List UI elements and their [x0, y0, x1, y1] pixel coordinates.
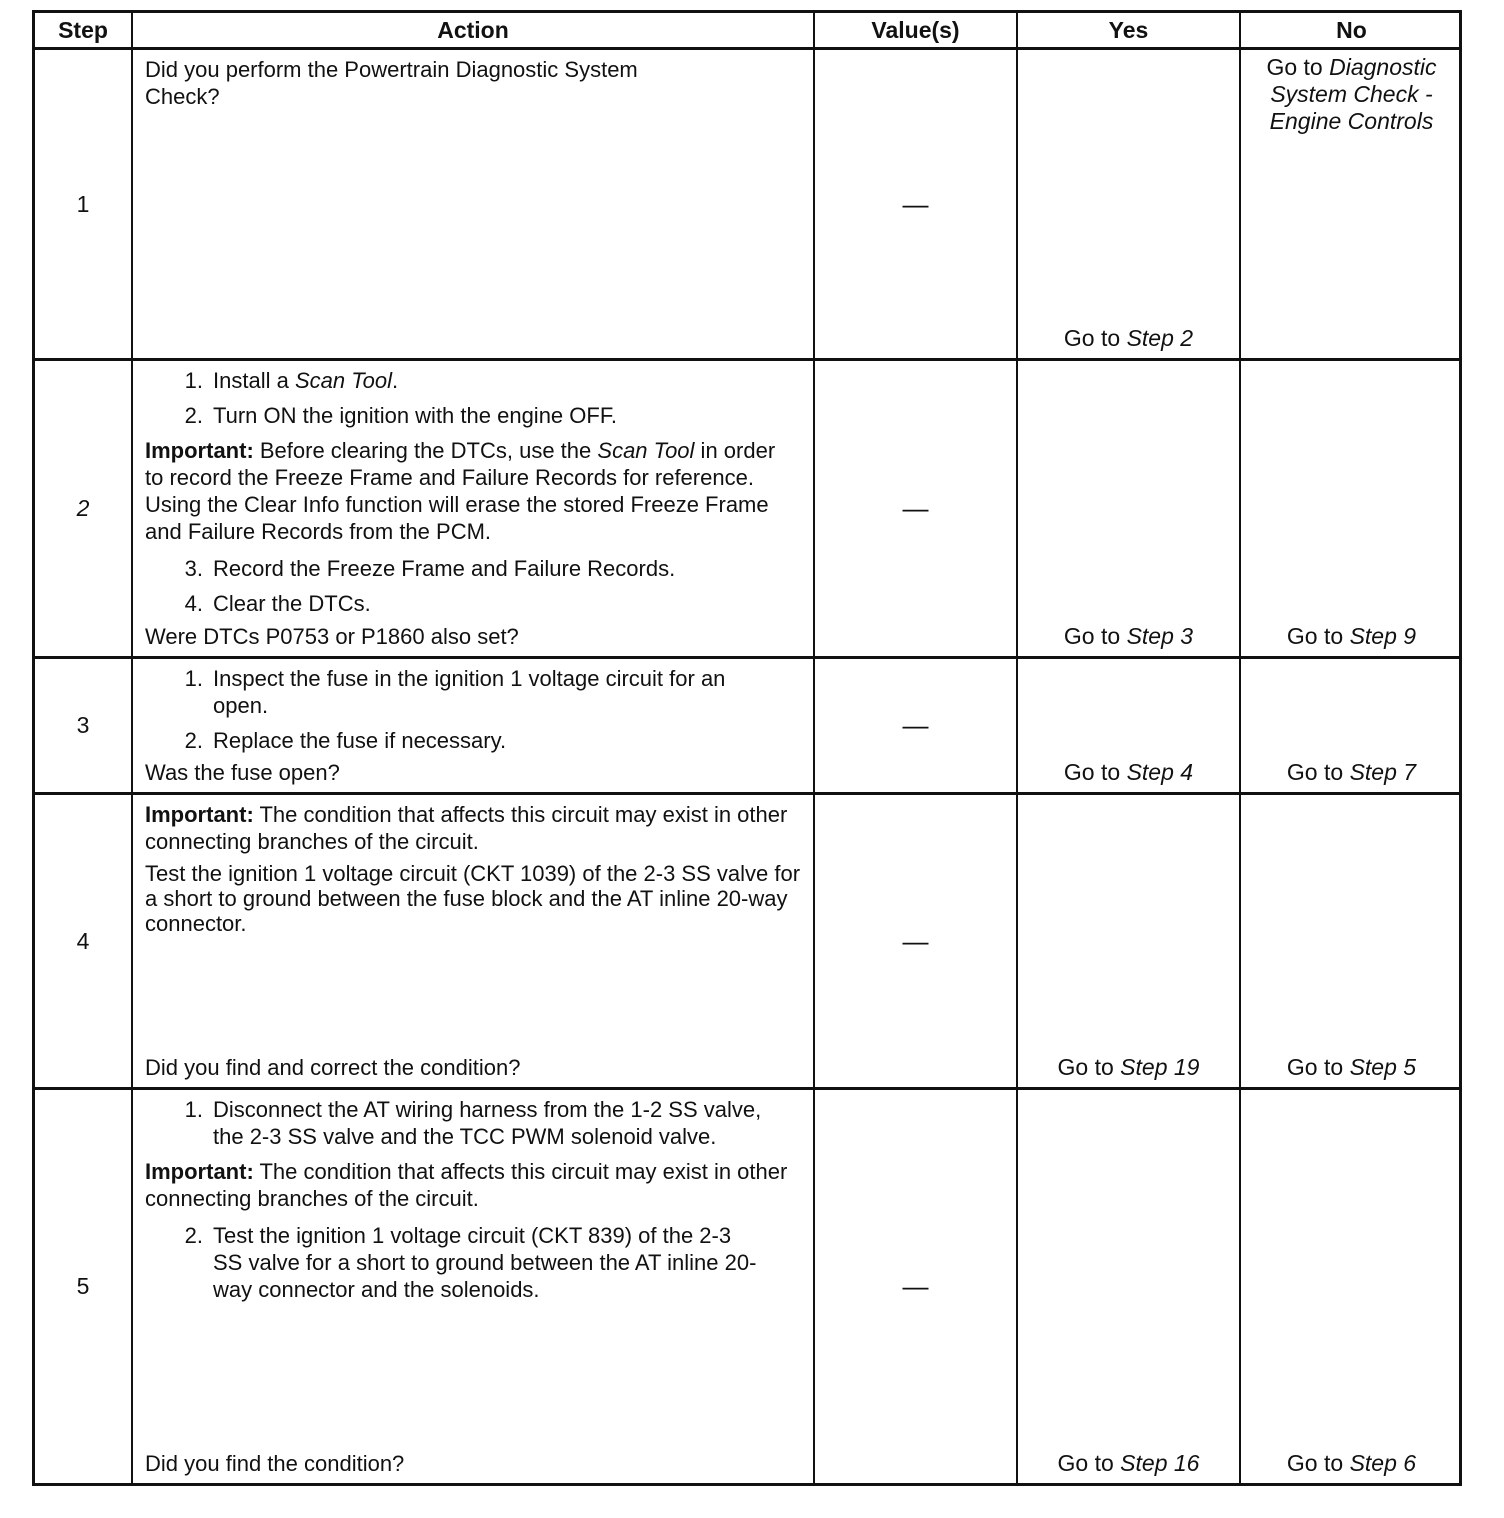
step-list: [145, 1096, 803, 1150]
list-item: 2. Turn ON the ignition with the engine OFF.: [184, 403, 617, 428]
goto-link[interactable]: Step 2: [1126, 325, 1194, 351]
header-no: No: [1336, 16, 1367, 43]
goto-link[interactable]: Step 6: [1349, 1450, 1417, 1476]
step-number: 3: [76, 712, 90, 738]
value-cell: —: [902, 1271, 929, 1301]
important-note: Important: The condition that affects this circuit may exist in other connecting branches of the circuit.: [145, 1159, 788, 1211]
value-cell: —: [902, 188, 929, 219]
goto-link[interactable]: Step 4: [1126, 759, 1194, 785]
header-step: Step: [58, 16, 108, 43]
goto-link[interactable]: Step 5: [1349, 1054, 1417, 1080]
goto-link[interactable]: Step 16: [1120, 1450, 1200, 1476]
header-action: Action: [437, 16, 509, 43]
goto-link[interactable]: Step 3: [1126, 623, 1194, 649]
diagnostic-table: [32, 10, 1462, 1486]
no-cell: [1241, 50, 1462, 358]
action-cell: [133, 659, 813, 792]
important-note: Important: The condition that affects this circuit may exist in other connecting branches of the circuit.: [145, 802, 788, 854]
goto-link[interactable]: Step 19: [1120, 1054, 1200, 1080]
step-list: [145, 555, 803, 617]
no-cell: Go to Step 9: [1286, 623, 1417, 649]
step-number-text: 2: [76, 495, 90, 521]
goto-prefix: Go to: [1266, 54, 1330, 80]
goto-prefix: Go to: [1063, 325, 1127, 351]
action-cell: [133, 50, 813, 358]
step-number: 4: [76, 927, 90, 954]
goto-link[interactable]: Step 7: [1349, 759, 1417, 785]
no-cell: Go to Step 5: [1286, 1054, 1417, 1080]
value-cell: —: [902, 493, 929, 523]
action-text: Test the ignition 1 voltage circuit (CKT 1039) of the 2-3 SS valve for a short to ground between the fuse block and the AT inline 20-way connector.: [145, 861, 801, 936]
goto-link[interactable]: Step 9: [1349, 623, 1417, 649]
step-list: [145, 1222, 803, 1303]
list-item: 1. Inspect the fuse in the ignition 1 voltage circuit for an open.: [184, 666, 726, 718]
value-cell: —: [902, 925, 929, 956]
list-item: 1. Disconnect the AT wiring harness from the 1-2 SS valve, the 2-3 SS valve and the TCC PWM solenoid valve.: [184, 1097, 762, 1149]
list-item: 2. Test the ignition 1 voltage circuit (CKT 839) of the 2-3 SS valve for a short to ground between the AT inline 20-way connector and the solenoids.: [184, 1223, 757, 1302]
action-cell: [133, 1090, 813, 1483]
question-text: Were DTCs P0753 or P1860 also set?: [145, 624, 519, 649]
important-note: Important: Before clearing the DTCs, use the Scan Tool in order to record the Freeze Frame and Failure Records for reference. Using the Clear Info function will erase the stored Freeze Frame and Failure Records from the PCM.: [145, 438, 776, 544]
yes-cell: Go to Step 3: [1063, 623, 1194, 649]
question-text: Did you find the condition?: [145, 1451, 405, 1476]
header-yes: Yes: [1108, 16, 1149, 43]
value-cell: —: [902, 710, 929, 740]
step-number: 5: [76, 1273, 90, 1299]
question-text: Was the fuse open?: [145, 760, 340, 785]
list-item: 4. Clear the DTCs.: [184, 591, 371, 616]
step-number: [35, 361, 131, 656]
header-values: Value(s): [871, 16, 960, 43]
yes-cell: Go to Step 16: [1057, 1450, 1200, 1476]
goto-link[interactable]: Diagnostic System Check - Engine Controls: [1269, 54, 1437, 134]
step-list: [145, 665, 803, 754]
list-item: 1. Install a Scan Tool.: [184, 368, 399, 393]
step-number: 1: [76, 190, 90, 217]
action-text: Did you perform the Powertrain Diagnostic System Check?: [145, 57, 638, 109]
question-text: Did you find and correct the condition?: [145, 1055, 521, 1080]
no-cell: Go to Step 7: [1286, 759, 1417, 785]
action-cell: [133, 795, 813, 1087]
step-list: [145, 367, 803, 429]
yes-cell: Go to Step 4: [1063, 759, 1194, 785]
no-cell: Go to Step 6: [1286, 1450, 1417, 1476]
action-cell: [133, 361, 813, 656]
yes-cell: [1018, 50, 1239, 358]
list-item: 3. Record the Freeze Frame and Failure Records.: [184, 556, 676, 581]
list-item: 2. Replace the fuse if necessary.: [184, 728, 507, 753]
yes-cell: Go to Step 19: [1057, 1054, 1200, 1080]
